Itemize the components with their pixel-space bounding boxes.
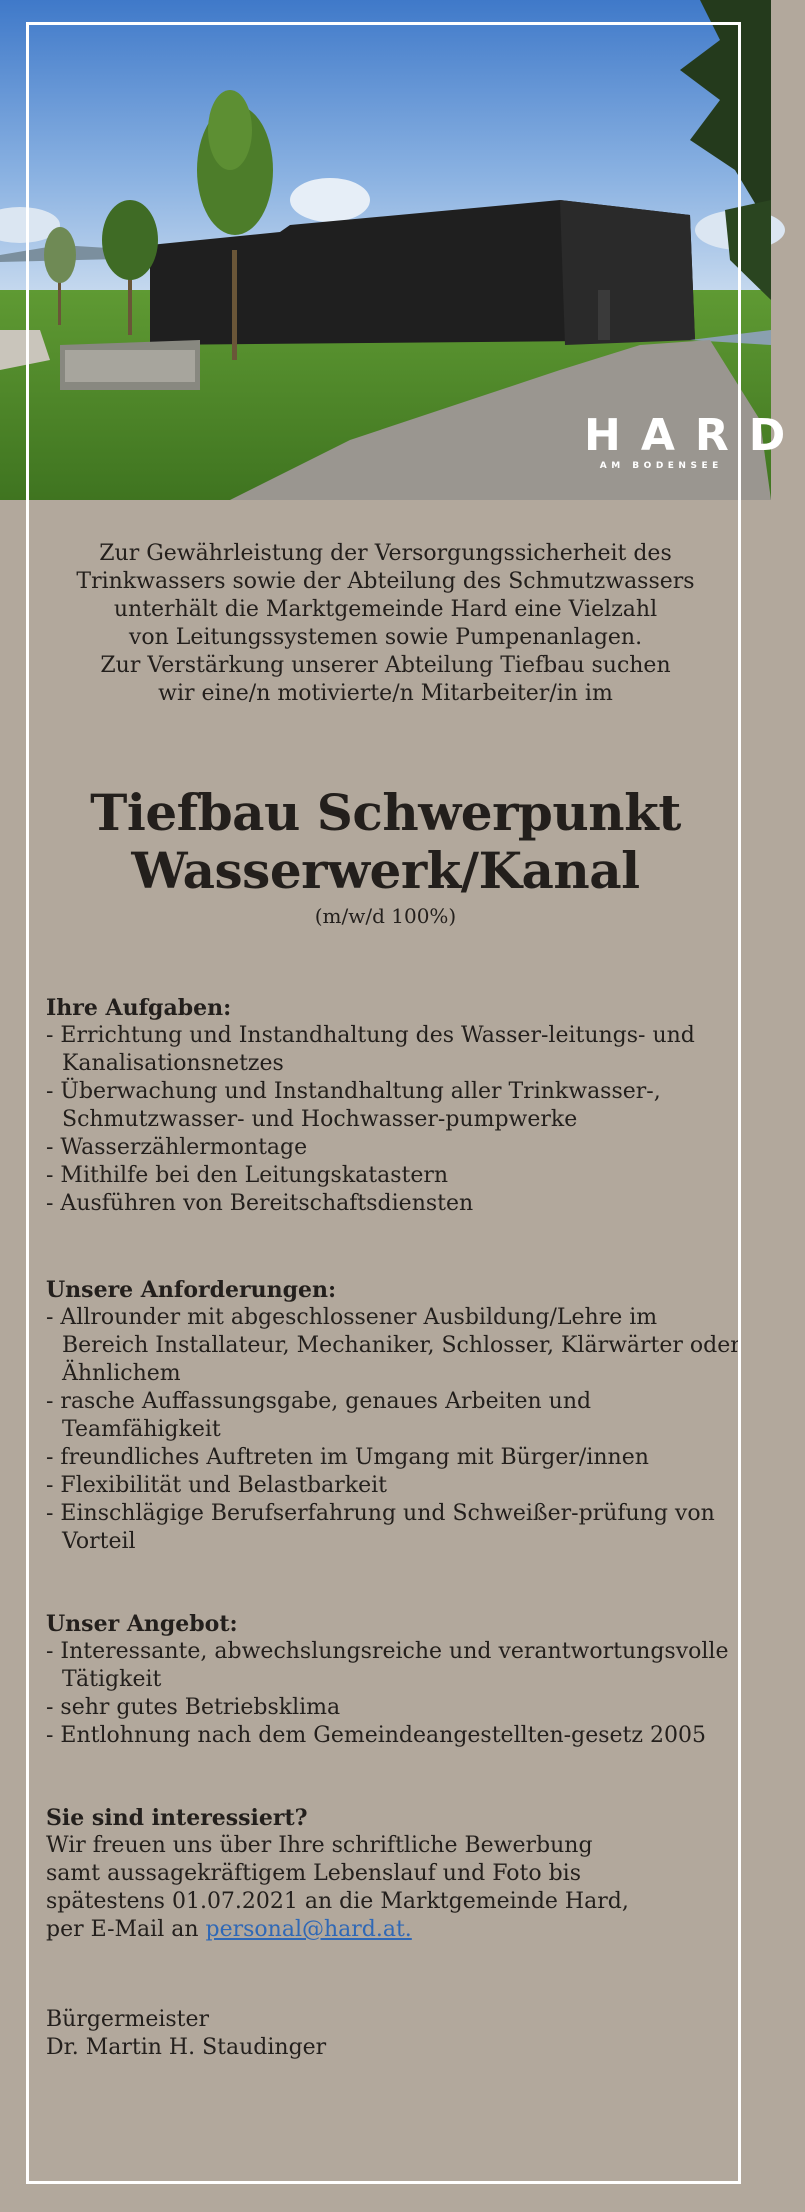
- intro-text: [50, 540, 721, 708]
- contact-email-line: [46, 1916, 741, 1944]
- hard-logo: [584, 410, 805, 471]
- signature-role: Bürgermeister: [46, 2007, 210, 2032]
- list-item: - sehr gutes Betriebsklima: [46, 1695, 341, 1720]
- offer-section: [46, 1610, 741, 1750]
- logo-word: HARD: [584, 410, 805, 461]
- list-item: - Allrounder mit abgeschlossener Ausbildung/Lehre im Bereich Installateur, Mechaniker, Schlosser, Klärwärter oder Ähnlichem: [46, 1305, 741, 1386]
- job-title-line1: Tiefbau Schwerpunkt: [90, 783, 681, 842]
- contact-section: [46, 1804, 741, 1944]
- intro-line: Zur Verstärkung unserer Abteilung Tiefbau suchen: [100, 653, 671, 678]
- list-item: - Interessante, abwechslungsreiche und verantwortungsvolle Tätigkeit: [46, 1639, 729, 1692]
- logo-subtitle: AM BODENSEE: [599, 461, 723, 471]
- list-item: - freundliches Auftreten im Umgang mit Bürger/innen: [46, 1445, 649, 1470]
- signature: [46, 2006, 741, 2062]
- requirements-heading: Unsere Anforderungen:: [46, 1277, 337, 1303]
- contact-text-line: spätestens 01.07.2021 an die Marktgemeinde Hard,: [46, 1889, 629, 1914]
- tasks-list: [46, 1022, 741, 1218]
- list-item: - Ausführen von Bereitschaftsdiensten: [46, 1191, 474, 1216]
- list-item: - Mithilfe bei den Leitungskatastern: [46, 1163, 449, 1188]
- signature-name: Dr. Martin H. Staudinger: [46, 2035, 327, 2060]
- tasks-heading: Ihre Aufgaben:: [46, 995, 232, 1021]
- intro-line: wir eine/n motivierte/n Mitarbeiter/in im: [158, 681, 613, 706]
- intro-line: unterhält die Marktgemeinde Hard eine Vielzahl: [113, 597, 658, 622]
- contact-email-prefix: per E-Mail an: [46, 1917, 206, 1942]
- job-subtitle: (m/w/d 100%): [314, 904, 457, 928]
- list-item: - Errichtung und Instandhaltung des Wasser-leitungs- und Kanalisationsnetzes: [46, 1023, 695, 1076]
- list-item: - Flexibilität und Belastbarkeit: [46, 1473, 387, 1498]
- tasks-section: [46, 994, 741, 1218]
- list-item: - Überwachung und Instandhaltung aller Trinkwasser-, Schmutzwasser- und Hochwasser-pumpwerke: [46, 1079, 661, 1132]
- contact-text-line: Wir freuen uns über Ihre schriftliche Bewerbung: [46, 1833, 593, 1858]
- list-item: - Entlohnung nach dem Gemeindeangestellten-gesetz 2005: [46, 1723, 706, 1748]
- job-title-line2: Wasserwerk/Kanal: [131, 841, 640, 900]
- requirements-list: [46, 1304, 741, 1556]
- intro-line: Trinkwassers sowie der Abteilung des Schmutzwassers: [76, 569, 695, 594]
- offer-heading: Unser Angebot:: [46, 1611, 238, 1637]
- list-item: - rasche Auffassungsgabe, genaues Arbeiten und Teamfähigkeit: [46, 1389, 592, 1442]
- contact-heading: Sie sind interessiert?: [46, 1805, 308, 1831]
- list-item: - Einschlägige Berufserfahrung und Schweißer-prüfung von Vorteil: [46, 1501, 715, 1554]
- email-link[interactable]: personal@hard.at.: [205, 1917, 412, 1942]
- offer-list: [46, 1638, 741, 1750]
- ad-content: [0, 500, 771, 2062]
- list-item: - Wasserzählermontage: [46, 1135, 308, 1160]
- requirements-section: [46, 1276, 741, 1556]
- job-title: [0, 784, 771, 900]
- intro-line: von Leitungssystemen sowie Pumpenanlagen.: [128, 625, 643, 650]
- contact-text-line: samt aussagekräftigem Lebenslauf und Foto bis: [46, 1861, 581, 1886]
- intro-line: Zur Gewährleistung der Versorgungssicherheit des: [99, 541, 672, 566]
